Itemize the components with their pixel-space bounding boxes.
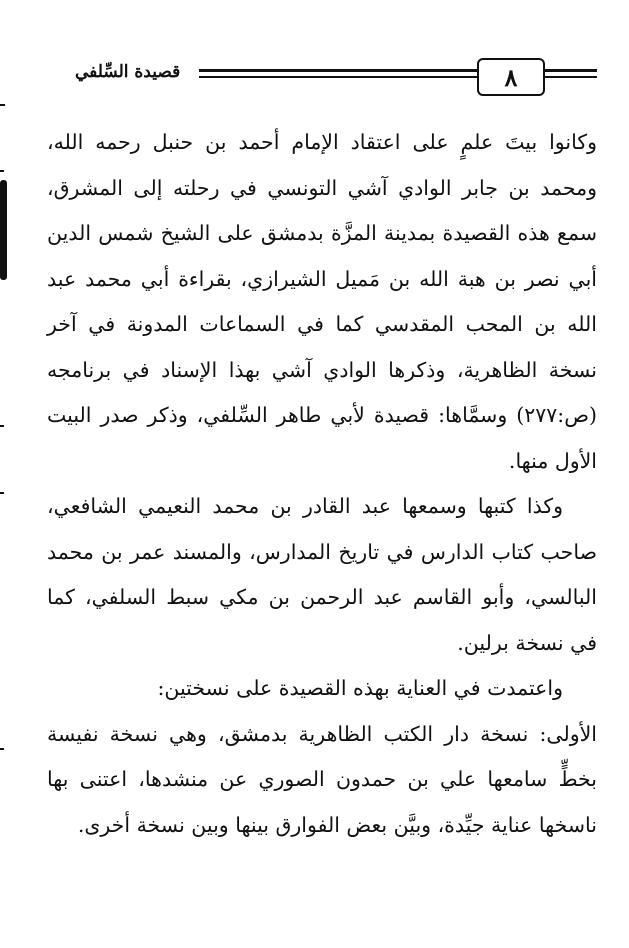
paragraph-2: وكذا كتبها وسمعها عبد القادر بن محمد النعيمي الشافعي، صاحب كتاب الدارس في تاريخ المدارس، والمسند عمر بن محمد البالسي، وأبو القاسم عبد الرحمن بن مكي سبط السلفي، كما في نسخة برلين. bbox=[47, 494, 597, 655]
edge-tick-4 bbox=[0, 492, 4, 494]
page-number: ٨ bbox=[504, 62, 518, 92]
paragraph-3: واعتمدت في العناية بهذه القصيدة على نسختين: bbox=[157, 676, 563, 700]
header-rule-bottom bbox=[199, 76, 477, 78]
page-number-box bbox=[477, 58, 545, 96]
edge-tick-1 bbox=[0, 104, 5, 106]
page-body bbox=[47, 120, 597, 848]
binding-edge-mark bbox=[0, 180, 7, 280]
header-rule-right-top bbox=[545, 69, 597, 72]
header-rule-right-bottom bbox=[545, 76, 597, 78]
edge-tick-3 bbox=[0, 425, 4, 427]
running-title: قصيدة السِّلفي bbox=[75, 62, 181, 82]
paragraph-4: الأولى: نسخة دار الكتب الظاهرية بدمشق، وهي نسخة نفيسة بخطٍّ سامعها علي بن حمدون الصوري عن منشدها، اعتنى بها ناسخها عناية جيِّدة، وبيَّن بعض الفوارق بينها وبين نسخة أخرى. bbox=[47, 721, 597, 837]
edge-tick-5 bbox=[0, 748, 4, 750]
paragraph-1: وكانوا بيتَ علمٍ على اعتقاد الإمام أحمد بن حنبل رحمه الله، ومحمد بن جابر الوادي آشي التونسي في رحلته إلى المشرق، سمع هذه القصيدة بمدينة المزَّة بدمشق على الشيخ شمس الدين أبي نصر بن هبة الله بن مَميل الشيرازي، بقراءة أبي محمد عبد الله بن المحب المقدسي كما في السماعات المدونة في آخر نسخة الظاهرية، وذكرها الوادي آشي بهذا الإسناد في برنامجه (ص:٢٧٧) وسمَّاها: قصيدة لأبي طاهر السِّلفي، وذكر صدر البيت الأول منها. bbox=[47, 130, 597, 473]
edge-tick-2 bbox=[0, 170, 4, 172]
page-header bbox=[75, 52, 597, 100]
header-rule-top bbox=[199, 69, 477, 72]
